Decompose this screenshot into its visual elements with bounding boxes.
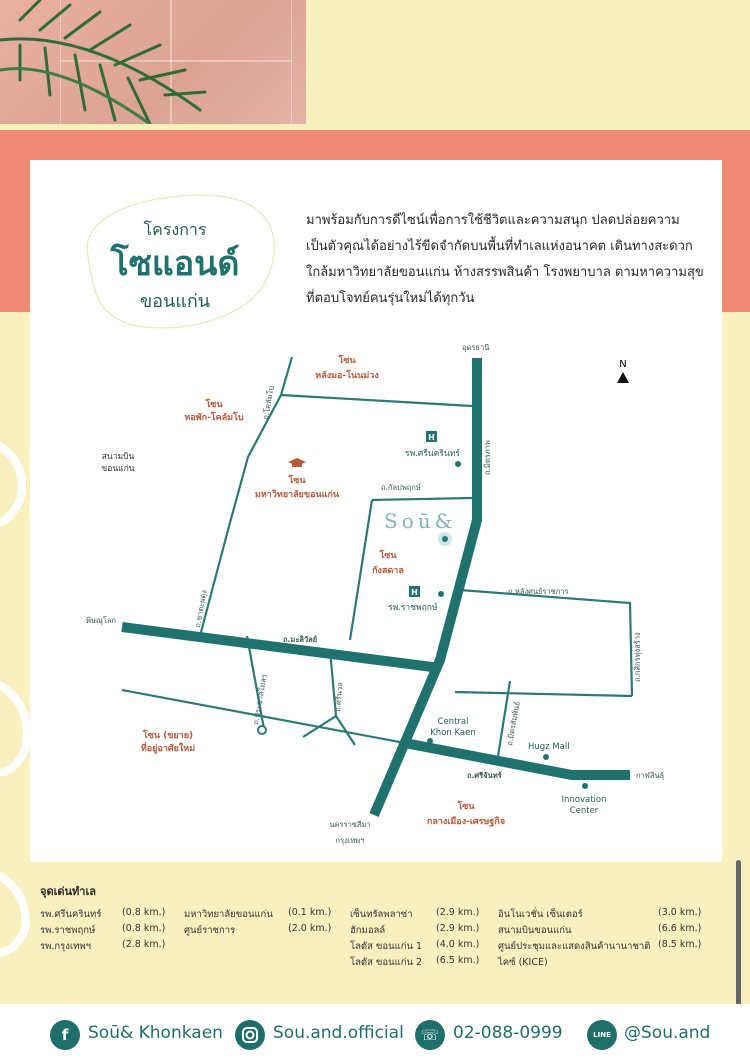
zone-label: โซน [338, 356, 356, 366]
road-thin [303, 650, 355, 745]
zone-label: โซน [457, 802, 475, 812]
nearby-item-dist: (4.0 km.) [436, 939, 480, 950]
project-location: ขอนแก่น [139, 291, 211, 312]
place-label: Hugz Mall [528, 742, 570, 752]
road-malivan [122, 627, 440, 668]
intro-text-line: ใกล้มหาวิทยาลัยขอนแก่น ห้างสรรพสินค้า โรงพยาบาล ตามหาความสุข [306, 265, 704, 280]
place-label: อุดรธานี [462, 343, 490, 352]
nearby-item-name: ศูนย์ราชการ [184, 925, 236, 936]
nearby-item-name: สนามบินขอนแก่น [498, 925, 572, 936]
road-thin [350, 500, 372, 640]
nearby-item-dist: (0.8 km.) [122, 923, 166, 934]
nearby-item-dist: (3.0 km.) [658, 907, 702, 918]
instagram-link[interactable]: Sou.and.official [273, 1023, 404, 1043]
facebook-icon[interactable]: f [50, 1020, 80, 1050]
zone-label: โซน [205, 400, 223, 410]
project-label: โครงการ [143, 220, 207, 239]
road-label: ถ.มะลิวัลย์ [283, 635, 318, 644]
zone-label: กลางเมือง-เศรษฐกิจ [426, 817, 506, 827]
instagram-icon[interactable] [235, 1020, 265, 1050]
zone-label: โซน [379, 551, 397, 561]
place-label: พิษณุโลก [86, 616, 117, 625]
nearby-item-dist: (2.0 km.) [288, 923, 332, 934]
road-thin [372, 498, 472, 500]
nearby-item-name: อินโนเวชั่น เซ็นเตอร์ [498, 909, 583, 920]
facebook-link[interactable]: Soū& Khonkaen [88, 1023, 223, 1043]
svg-text:H: H [411, 588, 418, 597]
road-thin [455, 692, 632, 696]
place-dot [427, 738, 433, 744]
intro-text-line: เป็นตัวคุณได้อย่างไร้ขีดจำกัดบนพื้นที่ทำเลแห่งอนาคต เดินทางสะดวก [306, 239, 693, 254]
sou-logo: Soū& [384, 509, 457, 533]
zone-label: โซน [288, 476, 306, 486]
place-label: Central [437, 717, 469, 727]
nearby-title: จุดเด่นทำเล [40, 885, 96, 898]
nearby-item-name: รพ.กรุงเทพฯ [40, 941, 91, 952]
nearby-item-name: รพ.ราชพฤกษ์ [40, 925, 96, 936]
zone-label: หลังมอ-โนนม่วง [315, 371, 379, 381]
intro-text-line: ที่ตอบโจทย์คนรุ่นใหม่ได้ทุกวัน [306, 291, 475, 306]
road-label: ถ.ชาตะผดุง [193, 589, 209, 629]
road-label: ถ.ศรีนวล [333, 681, 345, 713]
line-link[interactable]: @Sou.and [624, 1023, 711, 1043]
zone-label: กังสดาล [372, 566, 404, 576]
place-label: รพ.ราชพฤกษ์ [388, 603, 438, 613]
nearby-item-dist: (0.1 km.) [288, 907, 332, 918]
nearby-item-dist: (2.9 km.) [436, 923, 480, 934]
roundabout [258, 726, 266, 734]
road-label: ถ.ศรีจันทร์ [467, 771, 502, 780]
nearby-item-name: ไคซ์ (KICE) [498, 957, 548, 968]
place-dot [455, 461, 461, 467]
nearby-item-dist: (6.6 km.) [658, 923, 702, 934]
place-label: Khon Kaen [430, 728, 476, 738]
nearby-item-dist: (8.5 km.) [658, 939, 702, 950]
road-label: ถ.โคลัมโบ [261, 384, 276, 421]
place-dot [543, 754, 549, 760]
nearby-item-dist: (2.8 km.) [122, 939, 166, 950]
project-name: โซแอนด์ [110, 244, 240, 284]
place-label: Center [569, 806, 599, 816]
road-srijan [405, 743, 630, 775]
zone-label: มหาวิทยาลัยขอนแก่น [254, 490, 340, 500]
place-label: กรุงเทพฯ [335, 836, 365, 845]
road-label: ถ.กัลปพฤกษ์ [381, 483, 421, 492]
place-dot [438, 591, 444, 597]
place-label: รพ.ศรีนครินทร์ [405, 449, 460, 459]
phone-icon[interactable]: ☏ [415, 1020, 445, 1050]
svg-text:H: H [428, 433, 435, 442]
nearby-item-name: ศูนย์ประชุมและแสดงสินค้านานาชาติ [498, 941, 651, 952]
place-label: สนามบิน [101, 452, 135, 462]
nearby-item-dist: (6.5 km.) [436, 955, 480, 966]
place-label: นครราชสีมา [329, 820, 371, 829]
nearby-item-dist: (0.8 km.) [122, 907, 166, 918]
nearby-item-name: เซ็นทรัลพลาซ่า [350, 909, 413, 920]
nearby-item-name: ฮักมอลล์ [350, 925, 386, 936]
nearby-item-name: โลตัส ขอนแก่น 2 [350, 957, 423, 968]
nearby-item-name: มหาวิทยาลัยขอนแก่น [184, 909, 273, 920]
road-thin [460, 590, 632, 696]
place-label: Innovation [561, 795, 607, 805]
north-arrow-icon [617, 372, 629, 383]
line-icon[interactable]: LINE [587, 1020, 617, 1050]
road-label: ถ.หลังศูนย์ราชการ [508, 587, 569, 596]
place-dot [582, 783, 588, 789]
road-label: ถ.มิตรสัมพันธ์ [505, 700, 522, 747]
intro-text-line: มาพร้อมกับการดีไซน์เพื่อการใช้ชีวิตและความสนุก ปลดปล่อยความ [306, 213, 680, 228]
place-label: กาฬสินธุ์ [636, 771, 665, 780]
nearby-item-name: โลตัส ขอนแก่น 1 [350, 941, 423, 952]
place-label: ขอนแก่น [101, 464, 135, 474]
road-label: ถ.มิตรภาพ [483, 440, 492, 475]
phone-link[interactable]: 02-088-0999 [453, 1023, 563, 1043]
nearby-item-name: รพ.ศรีนครินทร์ [40, 909, 102, 920]
zone-label: หอพัก-โคลัมโบ [184, 413, 244, 423]
road-label: ถ.กสิกรทุ่งสร้าง [633, 632, 642, 682]
road-thin [281, 395, 472, 406]
zone-label: โซน (ขยาย) [142, 731, 194, 741]
contact-footer [0, 1004, 750, 1064]
zone-label: ที่อยู่อาศัยใหม่ [140, 744, 196, 754]
north-label: N [619, 359, 627, 370]
road-label: ถ.ประชาสโมสร [251, 673, 269, 726]
nearby-item-dist: (2.9 km.) [436, 907, 480, 918]
